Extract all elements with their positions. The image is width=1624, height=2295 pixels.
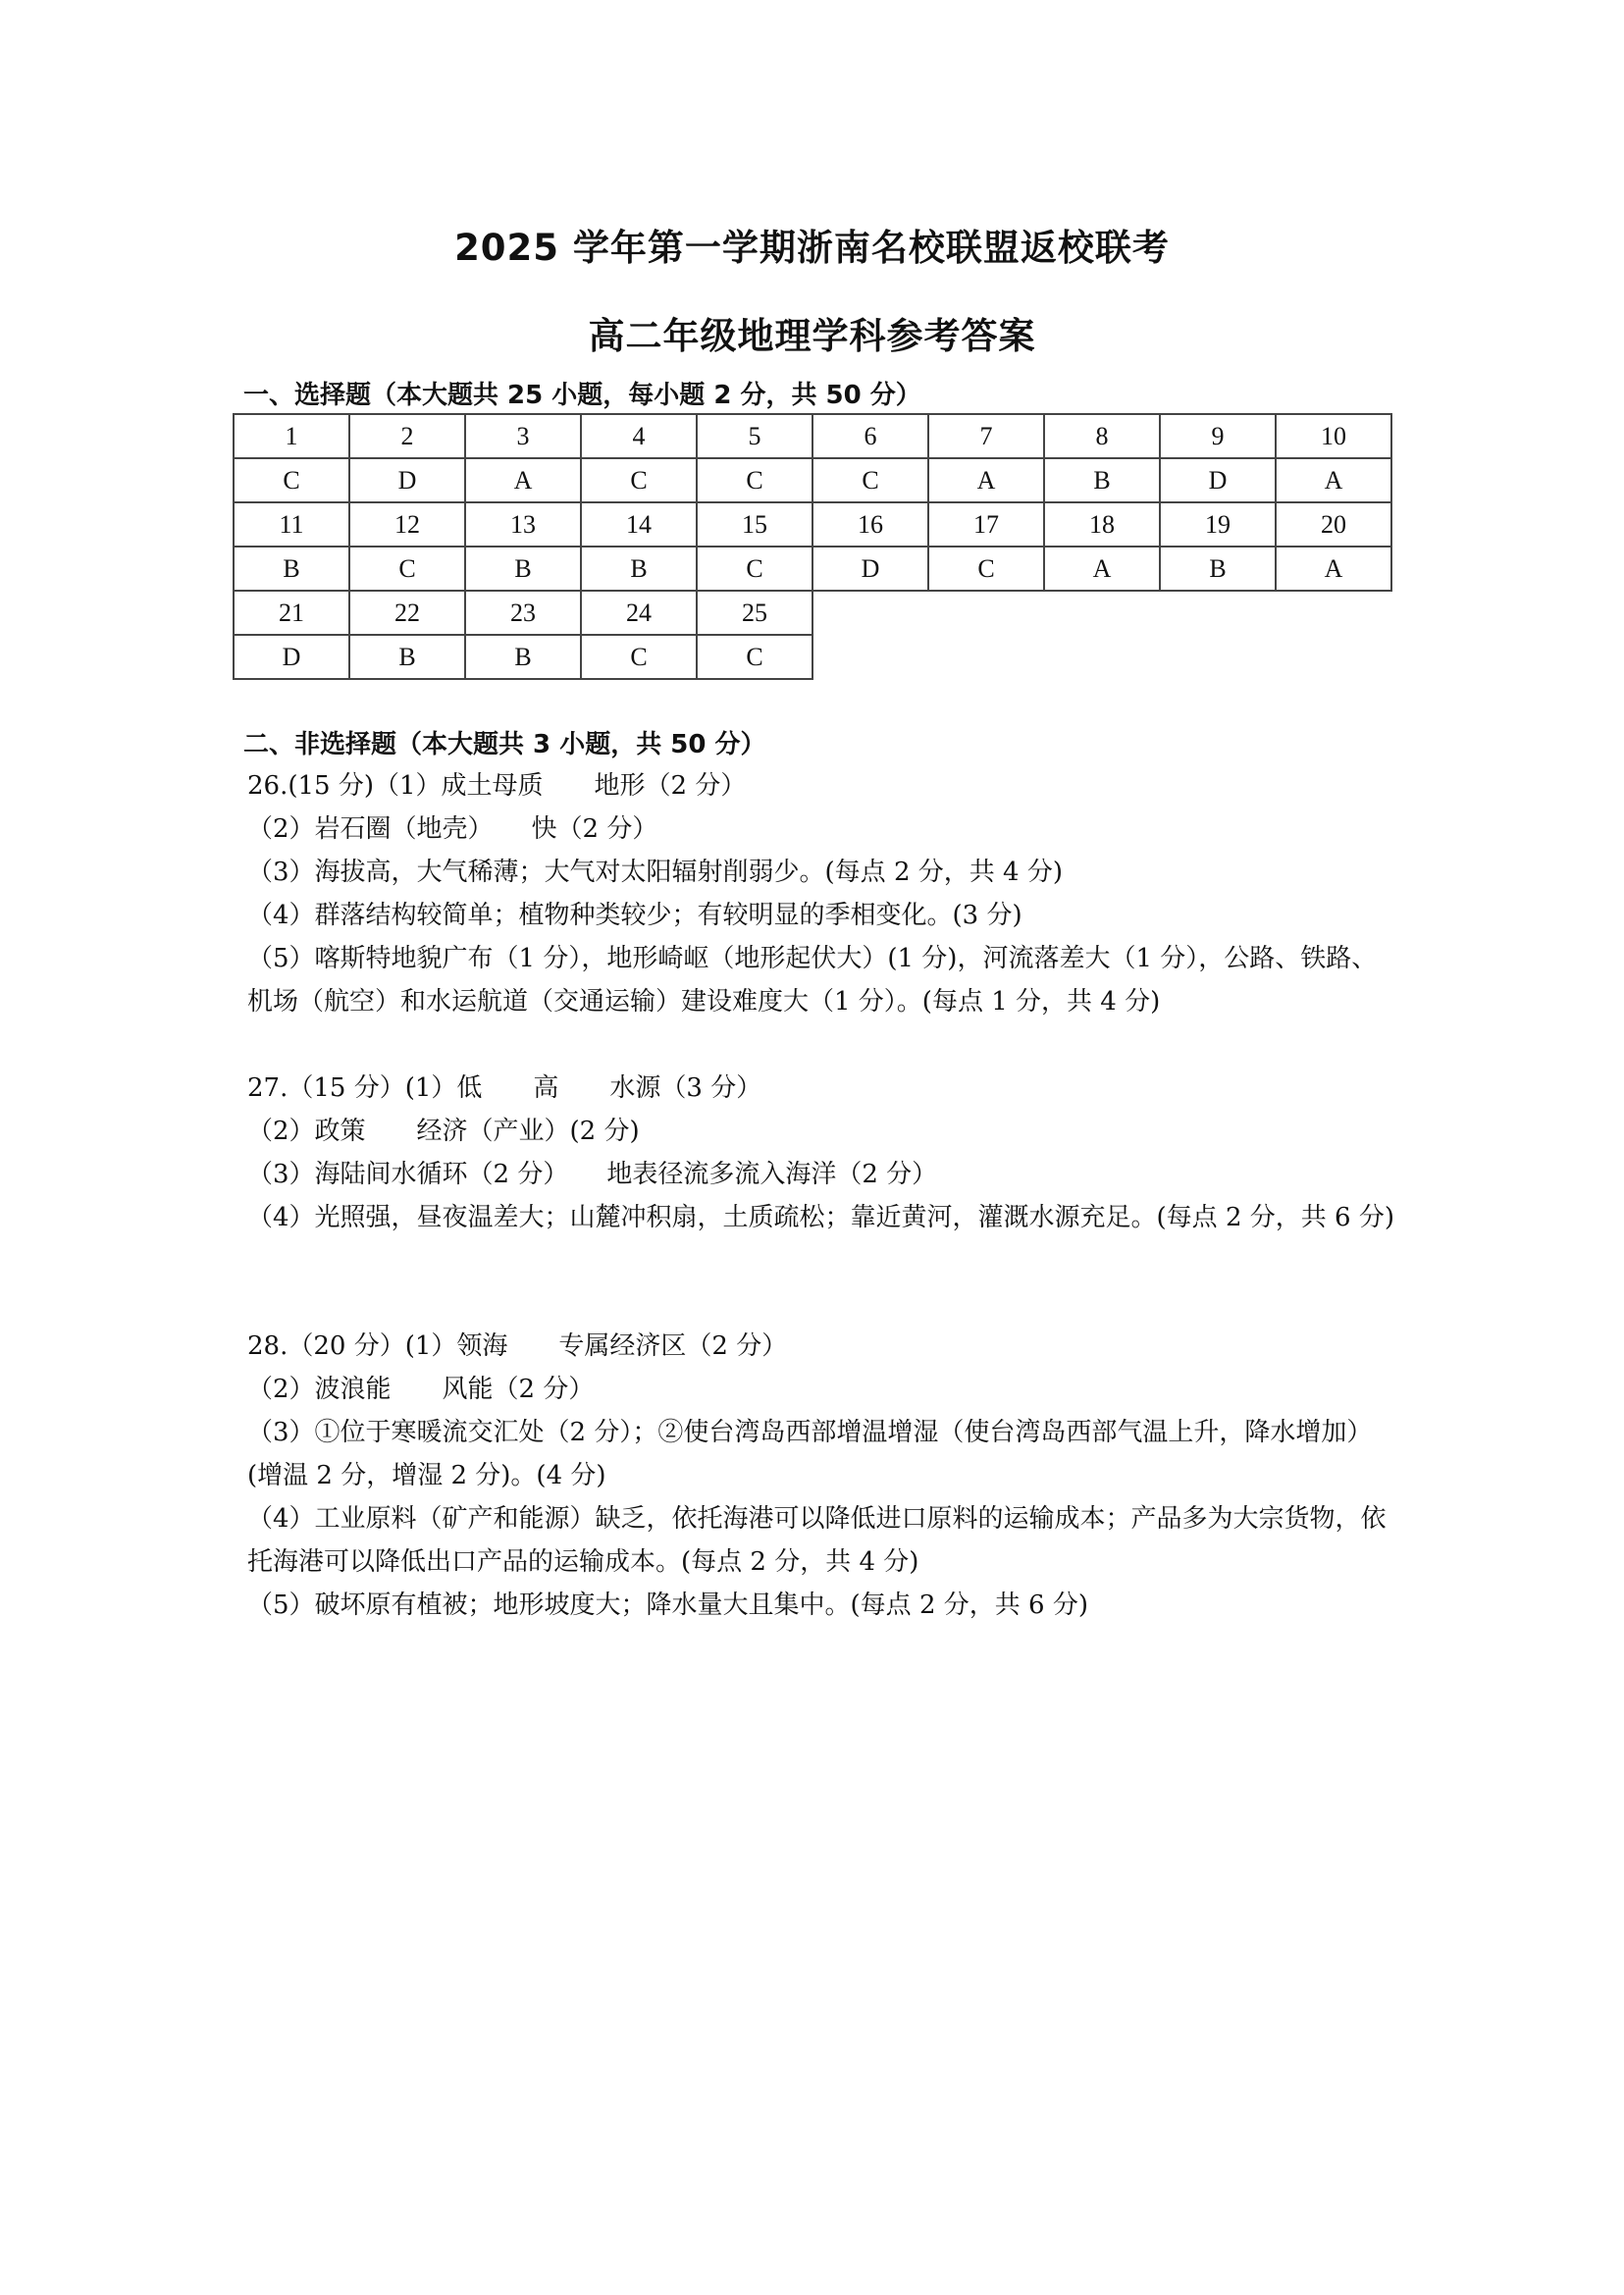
answer-cell: C: [234, 458, 349, 502]
question-number: 15: [697, 502, 812, 547]
question-number: 14: [581, 502, 697, 547]
answer-cell: D: [1160, 458, 1276, 502]
question-number-row: [234, 591, 1391, 635]
question-number: 9: [1160, 414, 1276, 458]
answer-cell: C: [697, 458, 812, 502]
question-number: 11: [234, 502, 349, 547]
question-number: 1: [234, 414, 349, 458]
question-number: 16: [812, 502, 928, 547]
question-number: 19: [1160, 502, 1276, 547]
question-number: 2: [349, 414, 465, 458]
answer-cell: C: [349, 547, 465, 591]
answer-cell: A: [928, 458, 1044, 502]
section-heading-multiple-choice: 一、选择题（本大题共 25 小题，每小题 2 分，共 50 分）: [243, 381, 921, 410]
question-number-row: [234, 502, 1391, 547]
answer-row: [234, 547, 1391, 591]
answer-cell: C: [812, 458, 928, 502]
answer-cell: A: [465, 458, 581, 502]
answer-line: 27.（15 分）(1）低 高 水源（3 分）: [247, 1073, 762, 1103]
answer-line: （5）破坏原有植被；地形坡度大；降水量大且集中。(每点 2 分，共 6 分): [247, 1591, 1088, 1620]
question-number: 18: [1044, 502, 1160, 547]
question-number: 3: [465, 414, 581, 458]
answer-cell: B: [1044, 458, 1160, 502]
answer-cell: D: [812, 547, 928, 591]
answer-line: 26.(15 分)（1）成土母质 地形（2 分）: [247, 771, 747, 801]
question-number-row: [234, 414, 1391, 458]
question-27-answers: [247, 1067, 1395, 1239]
answer-cell: D: [349, 458, 465, 502]
empty-cell: [1276, 591, 1391, 635]
answer-cell: D: [234, 635, 349, 679]
answer-line: （3）海拔高，大气稀薄；大气对太阳辐射削弱少。(每点 2 分，共 4 分): [247, 858, 1063, 887]
answer-cell: C: [581, 458, 697, 502]
empty-cell: [928, 635, 1044, 679]
answer-line: （2）波浪能 风能（2 分）: [247, 1375, 595, 1404]
question-number: 8: [1044, 414, 1160, 458]
answer-cell: B: [349, 635, 465, 679]
answer-line: （4）光照强，昼夜温差大；山麓冲积扇，土质疏松；靠近黄河，灌溉水源充足。(每点 2 分，共 6 分): [247, 1203, 1394, 1232]
answer-cell: B: [581, 547, 697, 591]
answer-cell: B: [465, 547, 581, 591]
question-number: 21: [234, 591, 349, 635]
question-26-answers: [247, 764, 1395, 1023]
answer-cell: B: [465, 635, 581, 679]
answer-cell: B: [234, 547, 349, 591]
empty-cell: [1276, 635, 1391, 679]
question-number: 10: [1276, 414, 1391, 458]
question-number: 17: [928, 502, 1044, 547]
empty-cell: [1160, 635, 1276, 679]
question-number: 23: [465, 591, 581, 635]
answer-line: （3）海陆间水循环（2 分） 地表径流多流入海洋（2 分）: [247, 1160, 938, 1189]
answer-line: （2）政策 经济（产业）(2 分): [247, 1117, 640, 1146]
empty-cell: [928, 591, 1044, 635]
answer-cell: C: [697, 547, 812, 591]
answer-row: [234, 635, 1391, 679]
answer-line: （4）群落结构较简单；植物种类较少；有较明显的季相变化。(3 分): [247, 901, 1022, 930]
question-number: 12: [349, 502, 465, 547]
question-28-answers: [247, 1325, 1395, 1627]
question-number: 25: [697, 591, 812, 635]
empty-cell: [812, 591, 928, 635]
answer-line: （3）①位于寒暖流交汇处（2 分）；②使台湾岛西部增温增湿（使台湾岛西部气温上升，降水增加）(增温 2 分，增湿 2 分)。(4 分): [247, 1418, 1373, 1490]
answer-line: 28.（20 分）(1）领海 专属经济区（2 分）: [247, 1331, 788, 1361]
section-heading-non-choice: 二、非选择题（本大题共 3 小题，共 50 分）: [243, 730, 766, 759]
answer-cell: A: [1044, 547, 1160, 591]
answer-cell: B: [1160, 547, 1276, 591]
question-number: 13: [465, 502, 581, 547]
question-number: 24: [581, 591, 697, 635]
answer-row: [234, 458, 1391, 502]
answer-line: （5）喀斯特地貌广布（1 分），地形崎岖（地形起伏大）(1 分)，河流落差大（1 分），公路、铁路、机场（航空）和水运航道（交通运输）建设难度大（1 分）。(每点 1 分，共 4 分): [247, 944, 1378, 1017]
answer-table: [233, 413, 1392, 680]
question-number: 20: [1276, 502, 1391, 547]
empty-cell: [1044, 635, 1160, 679]
empty-cell: [1160, 591, 1276, 635]
document-subtitle: 高二年级地理学科参考答案: [588, 315, 1036, 357]
question-number: 5: [697, 414, 812, 458]
document-title: 2025 学年第一学期浙南名校联盟返校联考: [454, 227, 1170, 269]
empty-cell: [812, 635, 928, 679]
answer-line: （4）工业原料（矿产和能源）缺乏，依托海港可以降低进口原料的运输成本；产品多为大宗货物，依托海港可以降低出口产品的运输成本。(每点 2 分，共 4 分): [247, 1504, 1387, 1577]
answer-cell: C: [697, 635, 812, 679]
answer-line: （2）岩石圈（地壳） 快（2 分）: [247, 814, 658, 844]
question-number: 22: [349, 591, 465, 635]
question-number: 4: [581, 414, 697, 458]
empty-cell: [1044, 591, 1160, 635]
answer-cell: A: [1276, 458, 1391, 502]
answer-cell: C: [581, 635, 697, 679]
question-number: 6: [812, 414, 928, 458]
answer-cell: C: [928, 547, 1044, 591]
question-number: 7: [928, 414, 1044, 458]
answer-cell: A: [1276, 547, 1391, 591]
